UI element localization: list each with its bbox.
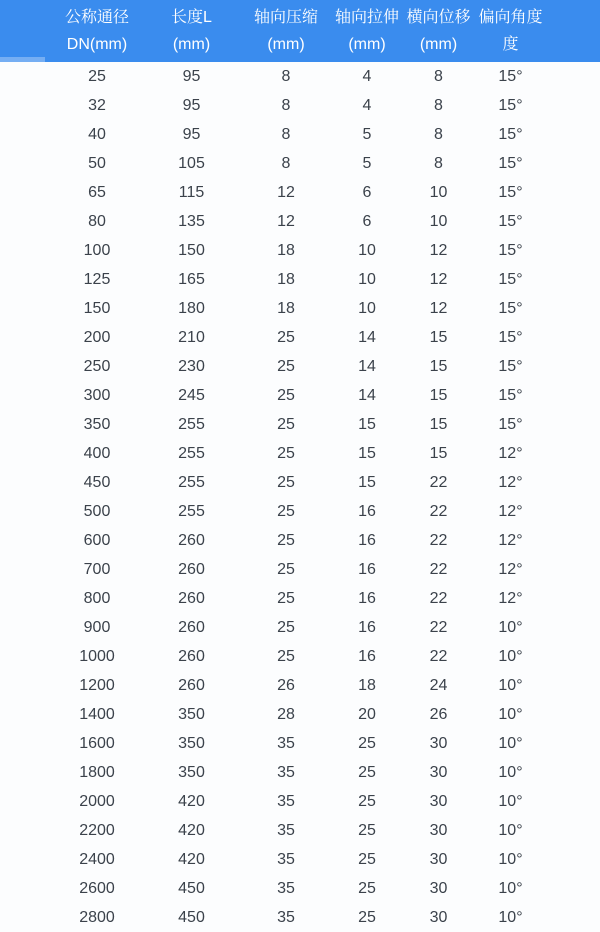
table-row bbox=[0, 497, 600, 526]
table-row bbox=[0, 352, 600, 381]
table-cell-axial-extension: 16 bbox=[358, 531, 376, 549]
table-row bbox=[0, 903, 600, 932]
table-cell-length: 230 bbox=[178, 357, 205, 375]
table-cell-dn: 250 bbox=[83, 357, 111, 375]
table-cell-deflection-angle: 12° bbox=[498, 473, 523, 491]
table-cell-length: 95 bbox=[182, 96, 201, 114]
table-cell-length: 150 bbox=[178, 241, 205, 259]
header-cell-nominal-diameter bbox=[0, 0, 142, 62]
table-cell-deflection-angle: 15° bbox=[498, 67, 523, 85]
table-cell-axial-compression: 35 bbox=[277, 850, 295, 868]
column-label-line1: 轴向拉伸 bbox=[334, 9, 399, 26]
table-cell-deflection-angle: 15° bbox=[498, 125, 523, 143]
table-row bbox=[0, 526, 600, 555]
table-row bbox=[0, 787, 600, 816]
table-cell-lateral-displacement: 30 bbox=[429, 821, 448, 839]
table-cell-axial-extension: 16 bbox=[358, 560, 376, 578]
table-cell-dn: 2000 bbox=[79, 792, 115, 810]
table-cell-axial-extension: 5 bbox=[362, 125, 372, 143]
table-row bbox=[0, 381, 600, 410]
table-row bbox=[0, 178, 600, 207]
table-cell-dn: 32 bbox=[88, 96, 106, 114]
table-cell-lateral-displacement: 12 bbox=[429, 241, 448, 259]
table-cell-axial-compression: 35 bbox=[277, 734, 295, 752]
table-cell-axial-compression: 35 bbox=[277, 821, 295, 839]
table-row bbox=[0, 584, 600, 613]
table-cell-lateral-displacement: 15 bbox=[429, 328, 448, 346]
table-cell-lateral-displacement: 26 bbox=[429, 705, 448, 723]
table-row bbox=[0, 120, 600, 149]
table-cell-axial-compression: 8 bbox=[281, 96, 291, 114]
table-cell-dn: 125 bbox=[83, 270, 111, 288]
table-cell-deflection-angle: 15° bbox=[498, 96, 523, 114]
table-row bbox=[0, 816, 600, 845]
table-cell-lateral-displacement: 30 bbox=[429, 879, 448, 897]
table-cell-dn: 600 bbox=[83, 531, 111, 549]
table-cell-length: 180 bbox=[178, 299, 205, 317]
table-cell-axial-compression: 25 bbox=[277, 560, 295, 578]
table-row bbox=[0, 700, 600, 729]
column-label-line2: (mm) bbox=[419, 36, 458, 53]
table-row bbox=[0, 642, 600, 671]
table-cell-length: 350 bbox=[178, 763, 205, 781]
table-cell-axial-compression: 25 bbox=[277, 647, 295, 665]
table-cell-lateral-displacement: 24 bbox=[429, 676, 448, 694]
table-cell-axial-extension: 15 bbox=[358, 473, 376, 491]
table-row bbox=[0, 758, 600, 787]
table-cell-length: 260 bbox=[178, 676, 205, 694]
table-cell-axial-extension: 16 bbox=[358, 502, 376, 520]
table-cell-lateral-displacement: 8 bbox=[434, 67, 443, 85]
table-cell-lateral-displacement: 30 bbox=[429, 850, 448, 868]
table-cell-dn: 900 bbox=[83, 618, 111, 636]
table-cell-axial-extension: 16 bbox=[358, 647, 376, 665]
table-cell-axial-compression: 25 bbox=[277, 444, 295, 462]
header-cell-axial-compression bbox=[241, 0, 331, 62]
table-cell-dn: 80 bbox=[88, 212, 106, 230]
table-row bbox=[0, 671, 600, 700]
table-cell-length: 450 bbox=[178, 879, 205, 897]
table-row bbox=[0, 555, 600, 584]
table-cell-deflection-angle: 12° bbox=[498, 560, 523, 578]
column-label-line1: 长度L bbox=[171, 9, 212, 26]
table-cell-length: 255 bbox=[178, 502, 205, 520]
table-cell-axial-extension: 14 bbox=[358, 328, 376, 346]
table-cell-lateral-displacement: 22 bbox=[429, 473, 448, 491]
table-cell-dn: 200 bbox=[83, 328, 111, 346]
table-cell-axial-compression: 8 bbox=[281, 125, 291, 143]
table-cell-lateral-displacement: 15 bbox=[429, 357, 448, 375]
table-cell-axial-compression: 35 bbox=[277, 879, 295, 897]
table-cell-deflection-angle: 10° bbox=[498, 763, 523, 781]
table-cell-lateral-displacement: 22 bbox=[429, 502, 448, 520]
table-cell-lateral-displacement: 15 bbox=[429, 415, 448, 433]
table-cell-lateral-displacement: 22 bbox=[429, 647, 448, 665]
table-cell-axial-compression: 8 bbox=[281, 67, 291, 85]
table-row bbox=[0, 410, 600, 439]
column-label-line2: 度 bbox=[502, 36, 519, 53]
table-cell-lateral-displacement: 8 bbox=[434, 96, 443, 114]
table-cell-axial-extension: 25 bbox=[358, 792, 376, 810]
header-cell-axial-extension bbox=[331, 0, 403, 62]
table-row bbox=[0, 149, 600, 178]
table-row bbox=[0, 265, 600, 294]
column-label-line2: (mm) bbox=[267, 36, 305, 53]
table-cell-deflection-angle: 15° bbox=[498, 154, 523, 172]
table-row bbox=[0, 729, 600, 758]
table-cell-axial-extension: 25 bbox=[358, 821, 376, 839]
table-cell-lateral-displacement: 12 bbox=[429, 270, 448, 288]
table-cell-axial-compression: 25 bbox=[277, 357, 295, 375]
table-cell-deflection-angle: 15° bbox=[498, 386, 523, 404]
table-cell-length: 95 bbox=[182, 67, 201, 85]
table-row bbox=[0, 613, 600, 642]
table-cell-length: 255 bbox=[178, 473, 205, 491]
table-header-row bbox=[0, 0, 600, 62]
table-cell-axial-extension: 10 bbox=[358, 241, 376, 259]
table-cell-dn: 65 bbox=[88, 183, 106, 201]
table-cell-deflection-angle: 10° bbox=[498, 879, 523, 897]
table-cell-deflection-angle: 15° bbox=[498, 183, 523, 201]
table-cell-deflection-angle: 12° bbox=[498, 589, 523, 607]
table-cell-axial-extension: 14 bbox=[358, 357, 376, 375]
table-cell-dn: 2200 bbox=[79, 821, 115, 839]
table-cell-axial-compression: 12 bbox=[277, 183, 295, 201]
table-cell-dn: 1800 bbox=[79, 763, 115, 781]
table-cell-axial-compression: 25 bbox=[277, 502, 295, 520]
table-cell-dn: 1600 bbox=[79, 734, 115, 752]
table-cell-deflection-angle: 15° bbox=[498, 299, 523, 317]
header-cell-lateral-displacement bbox=[403, 0, 474, 62]
table-cell-deflection-angle: 10° bbox=[498, 705, 523, 723]
table-cell-axial-compression: 35 bbox=[277, 908, 295, 926]
table-cell-length: 420 bbox=[178, 821, 205, 839]
column-label-line2: (mm) bbox=[172, 36, 211, 53]
column-label-line1: 偏向角度 bbox=[478, 9, 543, 26]
table-cell-axial-compression: 28 bbox=[277, 705, 295, 723]
table-cell-deflection-angle: 15° bbox=[498, 415, 523, 433]
table-cell-axial-extension: 18 bbox=[358, 676, 376, 694]
table-cell-axial-extension: 25 bbox=[358, 879, 376, 897]
table-cell-axial-compression: 25 bbox=[277, 415, 295, 433]
table-cell-lateral-displacement: 22 bbox=[429, 589, 448, 607]
table-cell-axial-extension: 25 bbox=[358, 908, 376, 926]
table-cell-length: 260 bbox=[178, 531, 205, 549]
table-cell-lateral-displacement: 22 bbox=[429, 531, 448, 549]
table-cell-length: 135 bbox=[178, 212, 205, 230]
table-row bbox=[0, 236, 600, 265]
table-cell-axial-compression: 8 bbox=[281, 154, 291, 172]
header-cell-deflection-angle bbox=[474, 0, 600, 62]
horizontal-scrollbar-thumb[interactable] bbox=[0, 57, 45, 62]
table-cell-length: 95 bbox=[182, 125, 201, 143]
table-cell-axial-extension: 5 bbox=[362, 154, 372, 172]
table-cell-axial-extension: 16 bbox=[358, 589, 376, 607]
table-cell-lateral-displacement: 10 bbox=[429, 183, 448, 201]
table-cell-lateral-displacement: 30 bbox=[429, 792, 448, 810]
table-cell-dn: 1200 bbox=[79, 676, 115, 694]
table-cell-length: 260 bbox=[178, 618, 205, 636]
table-cell-deflection-angle: 15° bbox=[498, 357, 523, 375]
table-cell-length: 450 bbox=[178, 908, 205, 926]
table-cell-deflection-angle: 10° bbox=[498, 792, 523, 810]
table-row bbox=[0, 468, 600, 497]
table-cell-length: 420 bbox=[178, 792, 205, 810]
table-cell-axial-compression: 12 bbox=[277, 212, 295, 230]
table-cell-axial-extension: 15 bbox=[358, 415, 376, 433]
table-cell-axial-extension: 6 bbox=[362, 183, 372, 201]
table-cell-length: 260 bbox=[178, 589, 205, 607]
table-cell-axial-extension: 25 bbox=[358, 734, 376, 752]
table-cell-lateral-displacement: 30 bbox=[429, 763, 448, 781]
column-label-line1: 公称通径 bbox=[64, 9, 129, 26]
table-cell-dn: 40 bbox=[88, 125, 106, 143]
table-cell-dn: 1000 bbox=[79, 647, 115, 665]
table-cell-lateral-displacement: 8 bbox=[434, 154, 443, 172]
table-cell-axial-compression: 18 bbox=[277, 299, 295, 317]
table-cell-axial-extension: 10 bbox=[358, 270, 376, 288]
column-label-line2: DN(mm) bbox=[66, 36, 128, 53]
table-cell-deflection-angle: 10° bbox=[498, 908, 523, 926]
table-cell-dn: 100 bbox=[83, 241, 111, 259]
table-cell-axial-compression: 25 bbox=[277, 328, 295, 346]
table-cell-dn: 400 bbox=[83, 444, 111, 462]
table-cell-dn: 450 bbox=[83, 473, 111, 491]
table-cell-deflection-angle: 10° bbox=[498, 821, 523, 839]
table-cell-axial-compression: 26 bbox=[277, 676, 295, 694]
table-cell-length: 115 bbox=[178, 183, 205, 201]
table-cell-lateral-displacement: 30 bbox=[429, 734, 448, 752]
table-cell-deflection-angle: 12° bbox=[498, 531, 523, 549]
table-cell-deflection-angle: 10° bbox=[498, 618, 523, 636]
table-row bbox=[0, 62, 600, 91]
table-cell-dn: 500 bbox=[83, 502, 111, 520]
table-cell-axial-extension: 25 bbox=[358, 850, 376, 868]
table-cell-deflection-angle: 12° bbox=[498, 444, 523, 462]
table-cell-deflection-angle: 10° bbox=[498, 647, 523, 665]
table-body bbox=[0, 62, 600, 932]
table-cell-deflection-angle: 15° bbox=[498, 270, 523, 288]
table-row bbox=[0, 91, 600, 120]
table-cell-lateral-displacement: 22 bbox=[429, 618, 448, 636]
table-cell-dn: 25 bbox=[88, 67, 106, 85]
table-cell-dn: 2600 bbox=[79, 879, 115, 897]
table-cell-length: 105 bbox=[178, 154, 205, 172]
table-cell-length: 260 bbox=[178, 560, 205, 578]
table-cell-axial-compression: 18 bbox=[277, 270, 295, 288]
table-cell-length: 255 bbox=[178, 415, 205, 433]
table-cell-dn: 150 bbox=[83, 299, 111, 317]
table-cell-dn: 50 bbox=[88, 154, 106, 172]
table-cell-dn: 350 bbox=[83, 415, 111, 433]
table-cell-axial-compression: 25 bbox=[277, 589, 295, 607]
table-cell-lateral-displacement: 30 bbox=[429, 908, 448, 926]
table-cell-length: 260 bbox=[178, 647, 205, 665]
table-cell-deflection-angle: 10° bbox=[498, 850, 523, 868]
table-row bbox=[0, 845, 600, 874]
table-cell-lateral-displacement: 15 bbox=[429, 386, 448, 404]
table-cell-length: 210 bbox=[178, 328, 205, 346]
header-cell-length bbox=[142, 0, 241, 62]
table-cell-dn: 700 bbox=[83, 560, 111, 578]
table-cell-axial-compression: 35 bbox=[277, 763, 295, 781]
table-row bbox=[0, 294, 600, 323]
table-cell-axial-extension: 6 bbox=[362, 212, 372, 230]
column-label-line1: 轴向压缩 bbox=[253, 9, 318, 26]
table-cell-dn: 800 bbox=[83, 589, 111, 607]
table-cell-dn: 2400 bbox=[79, 850, 115, 868]
table-row bbox=[0, 874, 600, 903]
table-row bbox=[0, 323, 600, 352]
table-cell-lateral-displacement: 15 bbox=[429, 444, 448, 462]
table-cell-axial-compression: 25 bbox=[277, 473, 295, 491]
table-cell-axial-compression: 25 bbox=[277, 531, 295, 549]
table-row bbox=[0, 439, 600, 468]
table-cell-lateral-displacement: 10 bbox=[429, 212, 448, 230]
column-label-line1: 横向位移 bbox=[406, 9, 471, 26]
table-cell-axial-compression: 25 bbox=[277, 386, 295, 404]
table-row bbox=[0, 207, 600, 236]
table-cell-deflection-angle: 15° bbox=[498, 328, 523, 346]
table-cell-axial-extension: 25 bbox=[358, 763, 376, 781]
table-cell-axial-extension: 4 bbox=[362, 96, 372, 114]
table-cell-axial-compression: 18 bbox=[277, 241, 295, 259]
table-cell-dn: 300 bbox=[83, 386, 111, 404]
table-cell-axial-compression: 25 bbox=[277, 618, 295, 636]
table-cell-dn: 2800 bbox=[79, 908, 115, 926]
table-cell-deflection-angle: 10° bbox=[498, 676, 523, 694]
table-cell-lateral-displacement: 8 bbox=[434, 125, 443, 143]
column-label-line2: (mm) bbox=[348, 36, 386, 53]
table-cell-length: 165 bbox=[178, 270, 205, 288]
table-cell-dn: 1400 bbox=[79, 705, 115, 723]
table-cell-axial-extension: 10 bbox=[358, 299, 376, 317]
table-cell-axial-extension: 4 bbox=[362, 67, 372, 85]
table-cell-axial-extension: 20 bbox=[358, 705, 376, 723]
table-cell-length: 350 bbox=[178, 705, 205, 723]
table-cell-deflection-angle: 12° bbox=[498, 502, 523, 520]
table-cell-deflection-angle: 15° bbox=[498, 212, 523, 230]
table-cell-length: 420 bbox=[178, 850, 205, 868]
table-cell-length: 255 bbox=[178, 444, 205, 462]
table-cell-axial-compression: 35 bbox=[277, 792, 295, 810]
table-cell-lateral-displacement: 22 bbox=[429, 560, 448, 578]
table-cell-lateral-displacement: 12 bbox=[429, 299, 448, 317]
table-cell-length: 350 bbox=[178, 734, 205, 752]
table-cell-axial-extension: 16 bbox=[358, 618, 376, 636]
table-cell-deflection-angle: 10° bbox=[498, 734, 523, 752]
table-cell-axial-extension: 14 bbox=[358, 386, 376, 404]
table-cell-length: 245 bbox=[178, 386, 205, 404]
table-cell-axial-extension: 15 bbox=[358, 444, 376, 462]
table-cell-deflection-angle: 15° bbox=[498, 241, 523, 259]
